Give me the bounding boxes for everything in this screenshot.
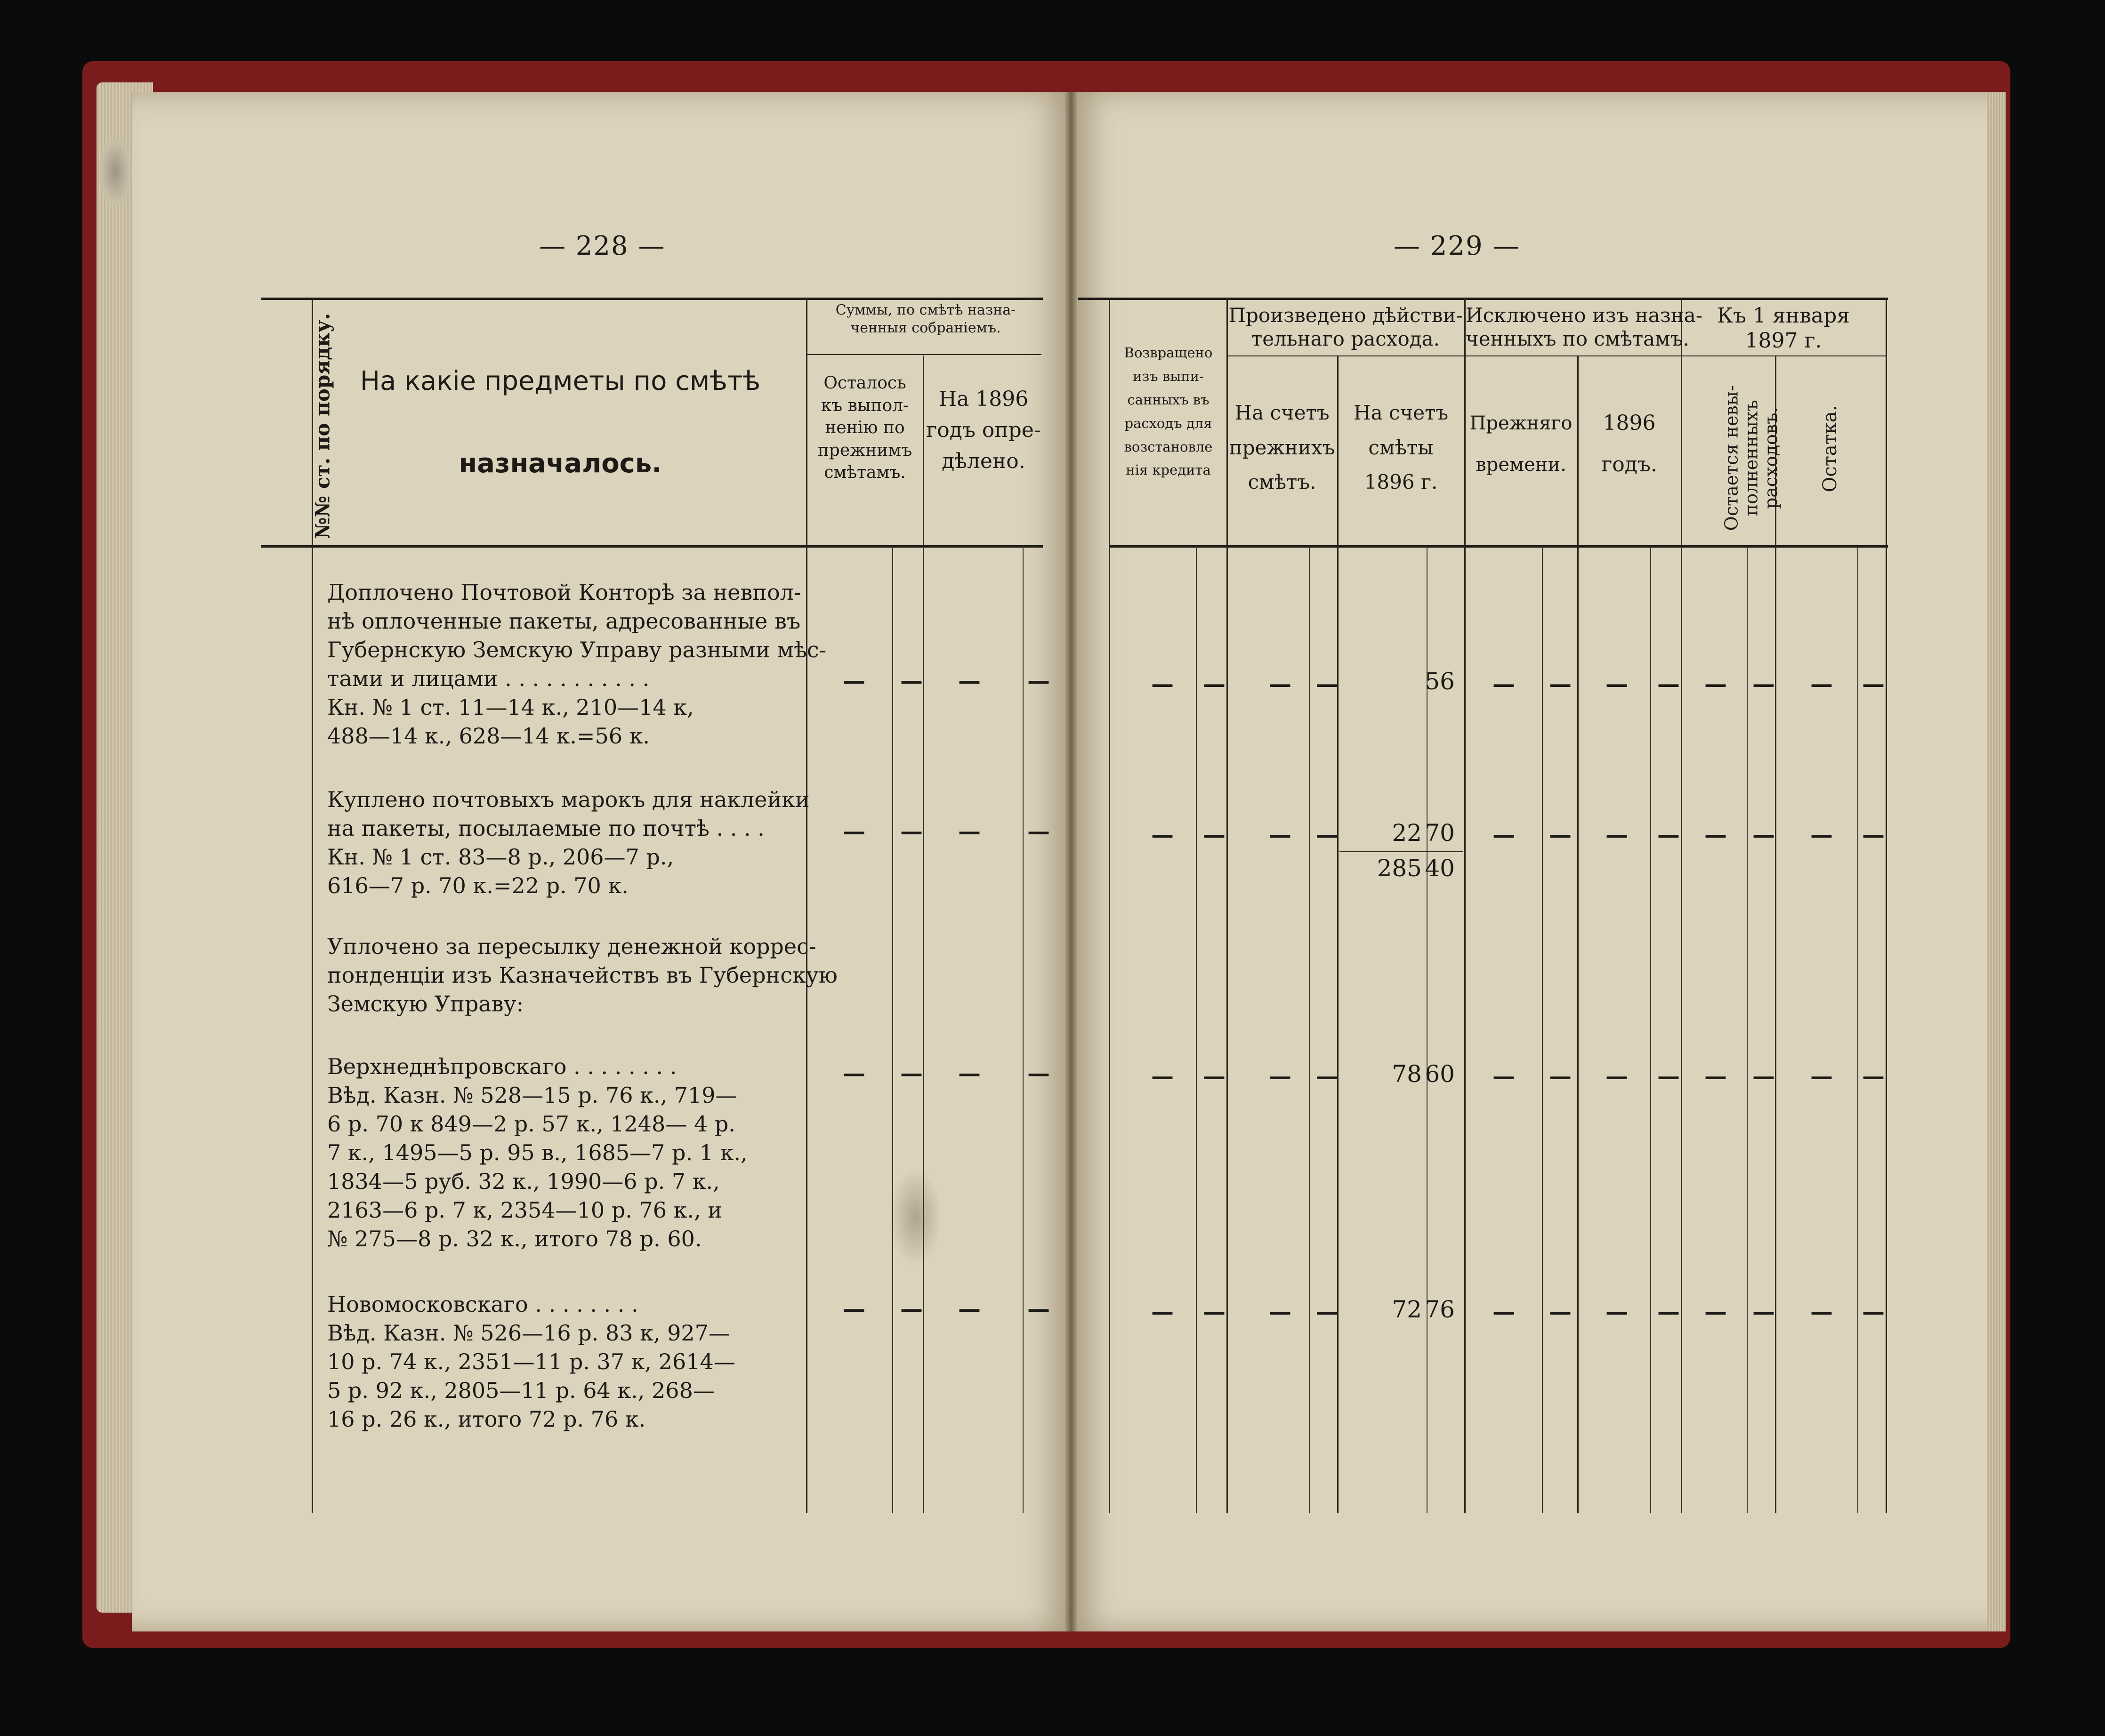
empty-value-dash: — <box>1657 822 1680 848</box>
empty-value-dash: — <box>1269 822 1291 848</box>
paper-stain <box>890 1168 942 1267</box>
table-column-rule <box>923 355 924 1513</box>
column-header-1896: На 1896 годъ опре- дѣлено. <box>926 387 1041 473</box>
empty-value-dash: — <box>1151 671 1174 697</box>
column-header-subject: На какіе предметы по смѣтѣ <box>360 366 761 396</box>
table-column-rule <box>1109 298 1110 1513</box>
kopek-column-rule <box>1309 546 1310 1513</box>
empty-value-dash: — <box>1316 671 1339 697</box>
column-header-balance: Остатка. <box>1819 405 1841 493</box>
empty-value-dash: — <box>900 1060 923 1087</box>
empty-value-dash: — <box>1657 671 1680 697</box>
empty-value-dash: — <box>1549 822 1572 848</box>
column-header-remaining: Осталось къ выпол- ненію по прежнимъ смѣтамъ. <box>817 373 912 483</box>
kopek-column-rule <box>1650 546 1651 1513</box>
empty-value-dash: — <box>1549 671 1572 697</box>
page-number-right: — 229 — <box>1394 231 1520 261</box>
table-top-rule <box>261 298 1043 300</box>
value-kopecks: 76 <box>1425 1296 1455 1323</box>
group-header-rule <box>806 354 1041 355</box>
value-kopecks: 70 <box>1425 819 1455 847</box>
empty-value-dash: — <box>1810 822 1833 848</box>
empty-value-dash: — <box>1752 1063 1775 1090</box>
column-header-year-1896: 1896 годъ. <box>1601 411 1657 476</box>
empty-value-dash: — <box>1605 671 1628 697</box>
empty-value-dash: — <box>1657 1299 1680 1325</box>
empty-value-dash: — <box>1862 1299 1885 1325</box>
column-header-unfulfilled: Остается невы- полненныхъ расходовъ. <box>1721 385 1781 531</box>
empty-value-dash: — <box>1704 671 1727 697</box>
column-header-estimate-1896: На счетъ смѣты 1896 г. <box>1353 401 1449 493</box>
empty-value-dash: — <box>900 818 923 845</box>
empty-value-dash: — <box>1605 1299 1628 1325</box>
table-column-rule <box>1681 298 1682 1513</box>
empty-value-dash: — <box>1492 822 1515 848</box>
paper-stain <box>99 137 132 207</box>
kopek-column-rule <box>1857 546 1858 1513</box>
value-rubles: 72 <box>1392 1296 1422 1323</box>
entry-text: Уплочено за пересылку денежной коррес- понденціи изъ Казначействъ въ Губернскую Земскую Управу: <box>327 934 838 1017</box>
page-number-left: — 228 — <box>539 231 666 261</box>
value-kopecks: 60 <box>1425 1060 1455 1088</box>
column-header-order: №№ ст. по порядку. <box>311 313 334 539</box>
empty-value-dash: — <box>1203 671 1226 697</box>
empty-value-dash: — <box>1203 822 1226 848</box>
empty-value-dash: — <box>1862 671 1885 697</box>
entry-text: Верхнеднѣпровскаго . . . . . . . . Вѣд. Казн. № 528—15 р. 76 к., 719— 6 р. 70 к 849—2 р. 57 к., 1248— 4 р. 7 к., 1495—5 р. 95 в., 1685—7 р. 1 к., 1834—5 руб. 32 к., 1990—6 р. 7 к., 2163—6 р. 7 к, 2354—10 р. 76 к., и № 275—8 р. 32 к., итого 78 р. 60. <box>327 1054 748 1252</box>
entry-text: Куплено почтовыхъ марокъ для наклейки на пакеты, посылаемые по почтѣ . . . . Кн. № 1 ст. 83—8 р., 206—7 р., 616—7 р. 70 к.=22 р. 70 к. <box>327 787 810 898</box>
empty-value-dash: — <box>1027 1296 1050 1322</box>
header-bottom-rule <box>261 545 1043 548</box>
empty-value-dash: — <box>1605 1063 1628 1090</box>
column-header-subject-2: назначалось. <box>459 448 662 479</box>
empty-value-dash: — <box>1752 671 1775 697</box>
entry-text: Доплочено Почтовой Конторѣ за невпол- нѣ оплоченные пакеты, адресованные въ Губернскую Земскую Управу разными мѣс- тами и лицами . . . . . . . . . . . Кн. № 1 ст. 11—14 к., 210—14 к, 488—14 к., 628—14 к.=56 к. <box>327 580 827 749</box>
empty-value-dash: — <box>1549 1299 1572 1325</box>
column-group-jan-1897: Къ 1 января 1897 г. <box>1717 304 1850 353</box>
empty-value-dash: — <box>1203 1063 1226 1090</box>
table-column-rule <box>1886 298 1887 1513</box>
empty-value-dash: — <box>1704 1299 1727 1325</box>
empty-value-dash: — <box>1151 1063 1174 1090</box>
column-group-spent: Произведено дѣйстви- тельнаго расхода. <box>1228 304 1463 351</box>
table-column-rule <box>806 298 807 1513</box>
empty-value-dash: — <box>1810 1063 1833 1090</box>
empty-value-dash: — <box>958 1060 981 1087</box>
empty-value-dash: — <box>1810 671 1833 697</box>
empty-value-dash: — <box>1316 1299 1339 1325</box>
empty-value-dash: — <box>843 1296 865 1322</box>
empty-value-dash: — <box>1657 1063 1680 1090</box>
column-header-returned: Возвращено изъ выпи- санныхъ въ расходъ для возстановле нія кредита <box>1124 345 1213 478</box>
empty-value-dash: — <box>1492 1299 1515 1325</box>
page-edges-right <box>1987 92 2006 1631</box>
empty-value-dash: — <box>958 668 981 694</box>
value-kopecks: 56 <box>1425 668 1455 695</box>
subtotal-kopecks: 40 <box>1425 855 1455 882</box>
empty-value-dash: — <box>900 668 923 694</box>
subtotal-rubles: 285 <box>1377 855 1422 882</box>
table-top-rule <box>1078 298 1888 300</box>
empty-value-dash: — <box>900 1296 923 1322</box>
empty-value-dash: — <box>1151 822 1174 848</box>
empty-value-dash: — <box>1549 1063 1572 1090</box>
kopek-column-rule <box>892 546 893 1513</box>
empty-value-dash: — <box>1492 671 1515 697</box>
empty-value-dash: — <box>843 818 865 845</box>
kopek-column-rule <box>1196 546 1197 1513</box>
empty-value-dash: — <box>1862 1063 1885 1090</box>
empty-value-dash: — <box>958 818 981 845</box>
column-header-prev-estimates: На счетъ прежнихъ смѣтъ. <box>1229 401 1335 493</box>
column-group-sums: Суммы, по смѣтѣ назна- ченныя собраніемъ. <box>835 302 1016 336</box>
empty-value-dash: — <box>1316 822 1339 848</box>
empty-value-dash: — <box>1752 1299 1775 1325</box>
column-group-excluded: Исключено изъ назна- ченныхъ по смѣтамъ. <box>1466 304 1703 351</box>
table-column-rule <box>1337 355 1339 1513</box>
table-column-rule <box>1577 355 1579 1513</box>
book-gutter <box>1065 92 1077 1631</box>
empty-value-dash: — <box>843 1060 865 1087</box>
value-rubles: 22 <box>1392 819 1422 847</box>
empty-value-dash: — <box>1203 1299 1226 1325</box>
empty-value-dash: — <box>1269 671 1291 697</box>
empty-value-dash: — <box>1752 822 1775 848</box>
empty-value-dash: — <box>1027 668 1050 694</box>
value-rubles: 78 <box>1392 1060 1422 1088</box>
entry-text: Новомосковскаго . . . . . . . . Вѣд. Казн. № 526—16 р. 83 к, 927— 10 р. 74 к., 2351—11 р. 37 к, 2614— 5 р. 92 к., 2805—11 р. 64 к., 268— 16 р. 26 к., итого 72 р. 76 к. <box>327 1292 735 1432</box>
empty-value-dash: — <box>1704 1063 1727 1090</box>
empty-value-dash: — <box>1269 1299 1291 1325</box>
subtotal-rule <box>1339 851 1463 852</box>
kopek-column-rule <box>1542 546 1543 1513</box>
empty-value-dash: — <box>1704 822 1727 848</box>
empty-value-dash: — <box>1027 1060 1050 1087</box>
column-header-prev-time: Прежняго времени. <box>1469 412 1573 476</box>
empty-value-dash: — <box>1862 822 1885 848</box>
empty-value-dash: — <box>1810 1299 1833 1325</box>
empty-value-dash: — <box>1027 818 1050 845</box>
kopek-column-rule <box>1023 546 1024 1513</box>
empty-value-dash: — <box>843 668 865 694</box>
kopek-column-rule <box>1747 546 1748 1513</box>
empty-value-dash: — <box>1151 1299 1174 1325</box>
empty-value-dash: — <box>958 1296 981 1322</box>
empty-value-dash: — <box>1605 822 1628 848</box>
empty-value-dash: — <box>1316 1063 1339 1090</box>
empty-value-dash: — <box>1492 1063 1515 1090</box>
group-header-rule <box>1226 355 1886 356</box>
empty-value-dash: — <box>1269 1063 1291 1090</box>
